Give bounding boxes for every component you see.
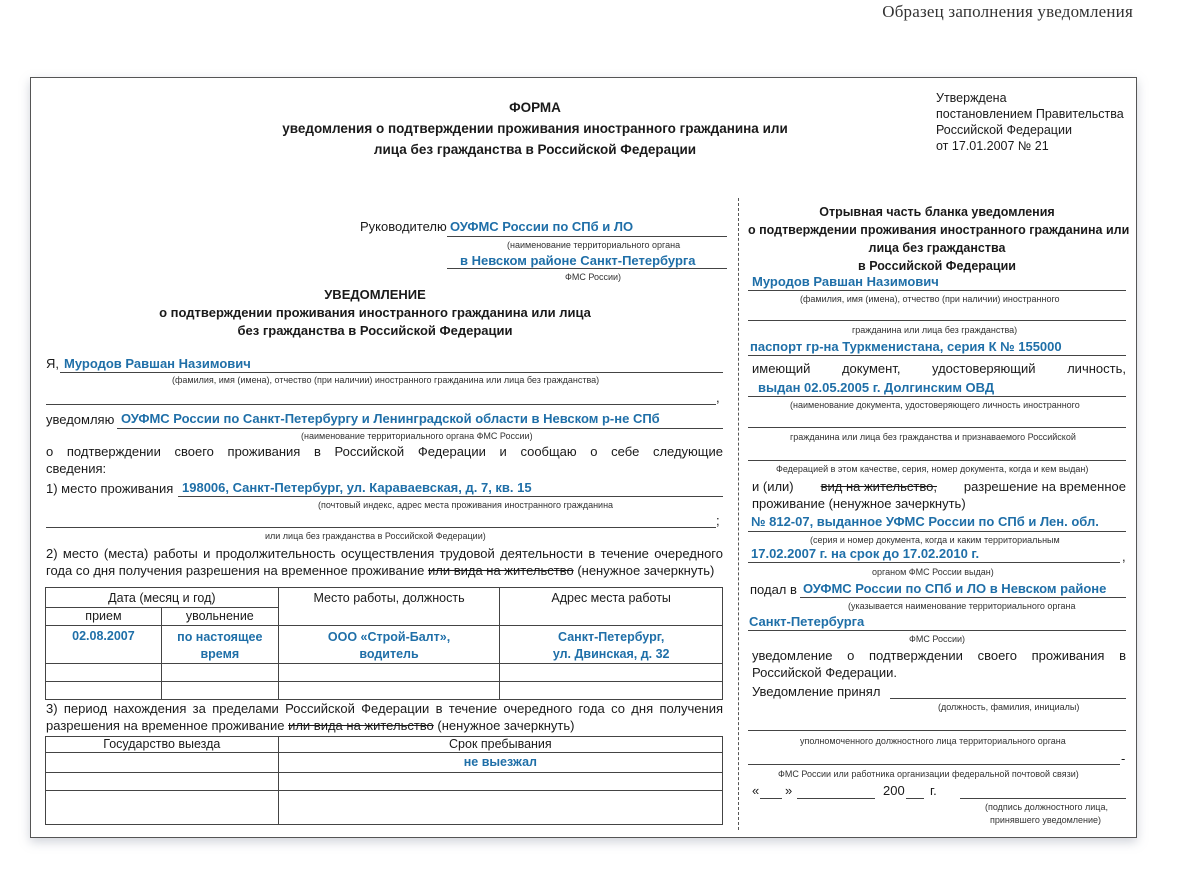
residence-underline (178, 496, 723, 497)
table-header-address: Адрес места работы (500, 588, 723, 626)
name-underline-2 (46, 404, 716, 405)
approval-note (936, 90, 1124, 154)
notice-line-1: уведомление о подтверждении своего проживания в (752, 648, 1126, 663)
workplace-line: водитель (359, 647, 419, 661)
text-word: имеющий (752, 361, 811, 376)
permit-underline-2 (748, 562, 1120, 563)
tear-off-title-line: лица без гражданства (868, 241, 1006, 255)
item-3-line-1: 3) период нахождения за пределами Российской Федерации в течение очередного года со дня получения (46, 701, 723, 716)
comma: , (1122, 549, 1126, 564)
comma: , (716, 390, 720, 405)
day-field[interactable] (760, 798, 782, 799)
table-cell[interactable] (500, 682, 723, 700)
signature-hint-2: принявшего уведомление) (990, 815, 1102, 825)
name-underline (60, 372, 723, 373)
text-word: и (или) (752, 479, 794, 494)
notice-title-line: без гражданства в Российской Федерации (237, 323, 513, 338)
hire-date[interactable]: 02.08.2007 (46, 626, 162, 664)
notify-hint: (наименование территориального органа ФМС России) (301, 431, 533, 441)
text-word: документ, (841, 361, 901, 376)
permit-value-2[interactable]: 17.02.2007 г. на срок до 17.02.2010 г. (751, 546, 980, 561)
dash-mark: - (1121, 751, 1126, 766)
tear-off-name[interactable]: Муродов Равшан Назимович (752, 274, 939, 289)
ya-label: Я, (46, 356, 59, 371)
paragraph-1: о подтверждении своего проживания в Российской Федерации и сообщаю о себе следующие (46, 444, 723, 459)
tear-off-name-underline (748, 290, 1126, 291)
approval-line: постановлением Правительства (936, 107, 1124, 121)
permit-hint-2: органом ФМС России выдан) (872, 567, 994, 577)
head-underline (447, 236, 727, 237)
permit-line (752, 479, 1126, 494)
date-close-quote: » (785, 783, 793, 798)
notify-value[interactable]: ОУФМС России по Санкт-Петербургу и Ленинградской области в Невском р-не СПб (121, 411, 660, 426)
leave-date-line: по настоящее (177, 630, 263, 644)
notify-label: уведомляю (46, 412, 115, 427)
table-cell[interactable] (278, 791, 722, 825)
head-underline-2 (447, 268, 727, 269)
struck-text: вид на жительство, (820, 479, 937, 494)
form-title (250, 97, 820, 160)
approval-line: Утверждена (936, 91, 1007, 105)
stay-term[interactable]: не выезжал (278, 753, 722, 773)
accepted-hint-2: уполномоченного должностного лица территориального органа (800, 736, 1066, 746)
table-row (46, 773, 723, 791)
accepted-hint: (должность, фамилия, инициалы) (938, 702, 1080, 712)
table-header-hire: прием (46, 608, 162, 626)
residence-address[interactable]: 198006, Санкт-Петербург, ул. Караваевская, д. 7, кв. 15 (182, 480, 532, 495)
tear-off-title-line: Отрывная часть бланка уведомления (819, 205, 1055, 219)
table-header-leave: увольнение (161, 608, 278, 626)
approval-line: от 17.01.2007 № 21 (936, 139, 1049, 153)
table-cell[interactable] (278, 664, 500, 682)
table-header-term: Срок пребывания (278, 737, 722, 753)
filed-value-2[interactable]: Санкт-Петербурга (749, 614, 865, 629)
table-cell[interactable] (278, 773, 722, 791)
workplace-address-line: Санкт-Петербург, (558, 630, 665, 644)
signature-field[interactable] (960, 798, 1126, 799)
filed-label: подал в (750, 582, 797, 597)
leave-date-line: время (200, 647, 240, 661)
month-field[interactable] (797, 798, 875, 799)
notice-title (150, 286, 600, 340)
paragraph-1-end: сведения: (46, 461, 107, 476)
signature-hint: (подпись должностного лица, (985, 802, 1108, 812)
table-cell[interactable] (46, 753, 279, 773)
table-cell[interactable] (161, 682, 278, 700)
head-value[interactable]: ОУФМС России по СПб и ЛО (450, 219, 634, 234)
table-row (46, 626, 723, 664)
form-title-line: лица без гражданства в Российской Федерации (373, 142, 697, 157)
tear-off-title-line: в Российской Федерации (858, 259, 1016, 273)
date-open-quote: « (752, 783, 760, 798)
notice-line-2: Российской Федерации. (752, 665, 897, 680)
page-caption: Образец заполнения уведомления (882, 2, 1133, 21)
employment-table (45, 587, 723, 700)
table-cell[interactable] (278, 682, 500, 700)
tear-off-document[interactable]: паспорт гр-на Туркменистана, серия К № 155000 (750, 339, 1062, 354)
year-prefix: 200 (883, 783, 905, 798)
workplace-line: ООО «Строй-Балт», (327, 630, 451, 644)
tear-off-document-hint: (наименование документа, удостоверяющего личность иностранного (790, 400, 1080, 410)
residence-underline-2 (46, 527, 716, 528)
item-2-line-1: 2) место (места) работы и продолжительность осуществления трудовой деятельности в течение очередного (46, 546, 723, 561)
table-header-date: Дата (месяц и год) (46, 588, 279, 608)
head-label: Руководителю (360, 219, 447, 234)
filed-hint: (указывается наименование территориального органа (848, 601, 1076, 611)
tear-off-document-hint-3: Федерацией в этом качестве, серия, номер документа, когда и кем выдан) (776, 464, 1089, 474)
filed-value[interactable]: ОУФМС России по СПб и ЛО в Невском районе (803, 581, 1107, 596)
tear-off-issued[interactable]: выдан 02.05.2005 г. Долгинским ОВД (758, 380, 995, 395)
item-3-note: (ненужное зачеркнуть) (437, 718, 575, 733)
item-2-line-2 (46, 563, 714, 578)
permit-underline (748, 531, 1126, 532)
approval-line: Российской Федерации (936, 123, 1072, 137)
accepted-underline-3 (748, 764, 1120, 765)
permit-value[interactable]: № 812-07, выданное УФМС России по СПб и Лен. обл. (751, 514, 1099, 529)
tear-off-document-hint-2: гражданина или лица без гражданства и признаваемого Российской (790, 432, 1076, 442)
form-title-line: ФОРМА (509, 100, 561, 115)
text-word: личность, (1067, 361, 1126, 376)
table-row (46, 753, 723, 773)
item-2-struck: или вида на жительство (427, 563, 574, 578)
applicant-name[interactable]: Муродов Равшан Назимович (64, 356, 251, 371)
head-hint-2: ФМС России) (565, 272, 622, 282)
notify-underline (117, 428, 723, 429)
tear-off-title-line: о подтверждении проживания иностранного гражданина или (748, 223, 1130, 237)
item-3-struck: или вида на жительство (288, 718, 434, 733)
notice-title-line: УВЕДОМЛЕНИЕ (324, 287, 426, 302)
table-cell[interactable] (46, 791, 279, 825)
filed-underline-2 (748, 630, 1126, 631)
tear-off-document-underline (748, 355, 1126, 356)
residence-hint-2: или лица без гражданства в Российской Федерации) (265, 531, 486, 541)
tear-off-name-underline-2 (748, 320, 1126, 321)
table-cell[interactable] (500, 664, 723, 682)
travel-table (45, 736, 723, 825)
tear-off-issued-underline (748, 396, 1126, 397)
notice-title-line: о подтверждении проживания иностранного гражданина или лица (159, 305, 591, 320)
table-cell[interactable] (46, 682, 162, 700)
table-header-state: Государство выезда (46, 737, 279, 753)
tear-off-name-hint-2: гражданина или лица без гражданства) (852, 325, 1018, 335)
accepted-hint-3: ФМС России или работника организации федеральной почтовой связи) (778, 769, 1079, 779)
table-cell[interactable] (46, 773, 279, 791)
workplace[interactable] (278, 626, 500, 664)
table-cell[interactable] (161, 664, 278, 682)
tear-off-underline-4 (748, 460, 1126, 461)
filed-hint-2: ФМС России) (909, 634, 966, 644)
workplace-address-line: ул. Двинская, д. 32 (552, 647, 670, 661)
filed-underline (800, 597, 1126, 598)
tear-off-divider (738, 198, 739, 830)
tear-off-underline-3 (748, 427, 1126, 428)
semicolon: ; (716, 513, 720, 528)
table-header-place: Место работы, должность (278, 588, 500, 626)
head-value-2[interactable]: в Невском районе Санкт-Петербурга (460, 253, 696, 268)
item-3-line-2 (46, 718, 575, 733)
tear-off-document-text (752, 361, 1126, 376)
permit-hint: (серия и номер документа, когда и каким территориальным (810, 535, 1060, 545)
tear-off-title (748, 203, 1130, 275)
table-row (46, 664, 723, 682)
accepted-label: Уведомление принял (752, 684, 881, 699)
name-hint: (фамилия, имя (имена), отчество (при наличии) иностранного гражданина или лица без гражданства) (172, 375, 600, 385)
permit-line-2: проживание (ненужное зачеркнуть) (752, 496, 966, 511)
table-row (46, 791, 723, 825)
leave-date[interactable] (161, 626, 278, 664)
tear-off-name-hint: (фамилия, имя (имена), отчество (при наличии) иностранного (800, 294, 1060, 304)
item-2-note: (ненужное зачеркнуть) (577, 563, 715, 578)
item-2-text: года со дня получения разрешения на временное проживание (46, 563, 425, 578)
accepted-underline (890, 698, 1126, 699)
year-suffix: г. (930, 783, 937, 798)
table-row (46, 682, 723, 700)
accepted-underline-2 (748, 730, 1126, 731)
text-word: разрешение на временное (963, 479, 1126, 494)
form-title-line: уведомления о подтверждении проживания иностранного гражданина или (282, 121, 788, 136)
year-field[interactable] (906, 798, 924, 799)
head-hint: (наименование территориального органа (507, 240, 681, 250)
item-3-text: разрешения на временное проживание (46, 718, 285, 733)
residence-hint: (почтовый индекс, адрес места проживания иностранного гражданина (318, 500, 614, 510)
item-1-label: 1) место проживания (46, 481, 174, 496)
workplace-address[interactable] (500, 626, 723, 664)
table-cell[interactable] (46, 664, 162, 682)
text-word: удостоверяющий (932, 361, 1036, 376)
